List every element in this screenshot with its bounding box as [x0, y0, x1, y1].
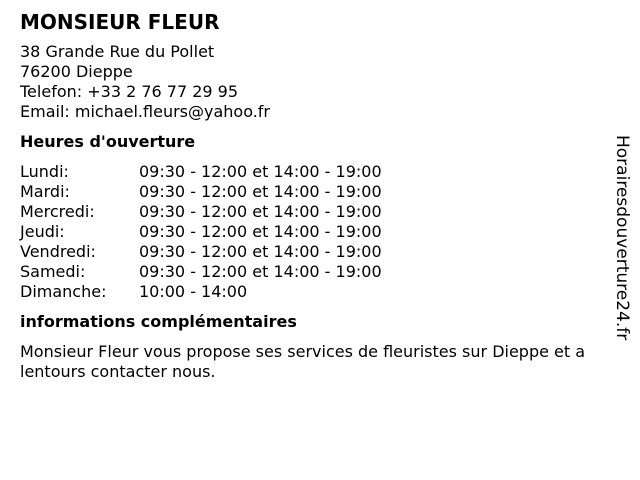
- day-label: Samedi:: [20, 262, 86, 281]
- hours-row-jeudi: [20, 222, 620, 242]
- day-hours: 10:00 - 14:00: [139, 282, 248, 301]
- email-address: Email: michael.fleurs@yahoo.fr: [20, 102, 270, 121]
- hours-heading: Heures d'ouverture: [20, 132, 196, 151]
- site-watermark: Horairesdouverture24.fr: [612, 135, 632, 341]
- hours-row-samedi: [20, 262, 620, 282]
- day-hours: 09:30 - 12:00 et 14:00 - 19:00: [139, 242, 382, 261]
- address-line-2: 76200 Dieppe: [20, 62, 133, 81]
- day-label: Jeudi:: [20, 222, 65, 241]
- hours-row-mardi: [20, 182, 620, 202]
- day-label: Mercredi:: [20, 202, 95, 221]
- day-hours: 09:30 - 12:00 et 14:00 - 19:00: [139, 262, 382, 281]
- day-hours: 09:30 - 12:00 et 14:00 - 19:00: [139, 182, 382, 201]
- phone-number: Telefon: +33 2 76 77 29 95: [20, 82, 239, 101]
- business-card: [20, 10, 620, 382]
- hours-row-dimanche: [20, 282, 620, 302]
- info-description: Monsieur Fleur vous propose ses services de fleuristes sur Dieppe et a lentours contacter nous.: [20, 342, 586, 381]
- hours-row-lundi: [20, 162, 620, 182]
- hours-row-mercredi: [20, 202, 620, 222]
- info-heading: informations complémentaires: [20, 312, 297, 331]
- business-name: MONSIEUR FLEUR: [20, 10, 220, 34]
- day-label: Lundi:: [20, 162, 69, 181]
- day-hours: 09:30 - 12:00 et 14:00 - 19:00: [139, 162, 382, 181]
- day-label: Dimanche:: [20, 282, 107, 301]
- hours-row-vendredi: [20, 242, 620, 262]
- address-line-1: 38 Grande Rue du Pollet: [20, 42, 215, 61]
- day-label: Vendredi:: [20, 242, 96, 261]
- day-label: Mardi:: [20, 182, 70, 201]
- hours-table: [20, 162, 620, 302]
- day-hours: 09:30 - 12:00 et 14:00 - 19:00: [139, 222, 382, 241]
- day-hours: 09:30 - 12:00 et 14:00 - 19:00: [139, 202, 382, 221]
